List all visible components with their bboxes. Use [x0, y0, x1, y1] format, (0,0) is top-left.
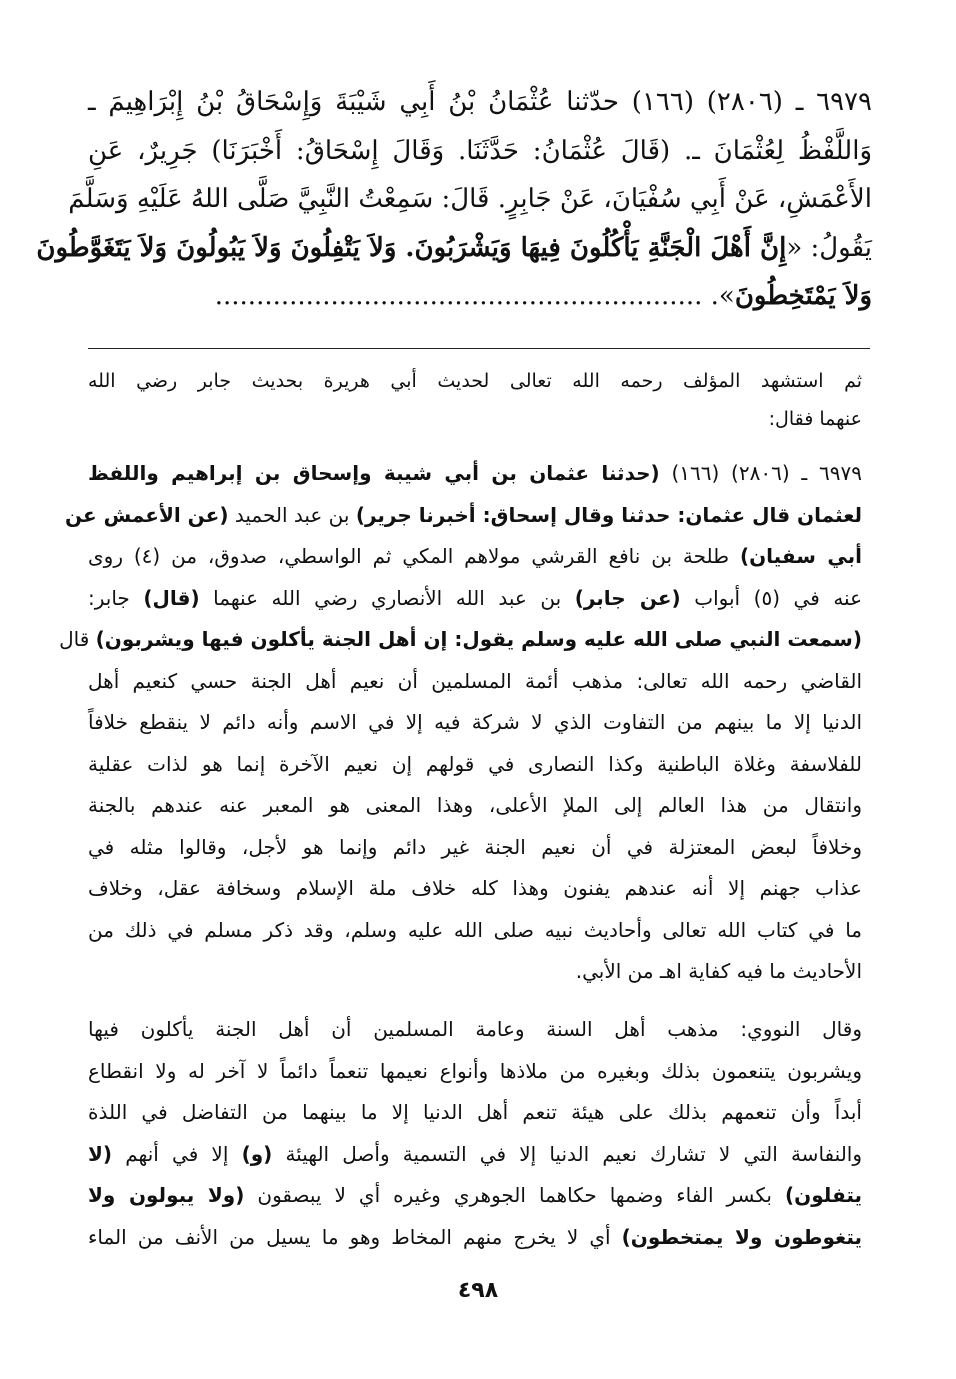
commentary-line: وانتقال من هذا العالم إلى الملإ الأعلى، وهذا المعنى هو المعبر عنه عندهم بالجنة: [88, 793, 862, 817]
commentary-line: وخلافاً لبعض المعتزلة في أن نعيم الجنة غير دائم وإنما هو لأجل، وقالوا مثله في: [88, 834, 862, 859]
footnote-divider: [88, 348, 870, 349]
intro-paragraph: [88, 362, 862, 438]
commentary-line: لعثمان قال عثمان: حدثنا وقال إسحاق: أخبرنا جرير) بن عبد الحميد (عن الأعمش عن: [65, 502, 862, 527]
commentary-line: يتغوطون ولا يمتخطون) أي لا يخرج منهم المخاط وهو ما يسيل من الأنف من الماء: [88, 1224, 862, 1249]
commentary-line: ويشربون يتنعمون بذلك وبغيره من ملاذها وأنواع نعيمها تنعماً دائماً لا آخر له ولا انقطاع: [88, 1058, 862, 1083]
intro-line: ثم استشهد المؤلف رحمه الله تعالى لحديث أبي هريرة بحديث جابر رضي الله: [88, 370, 862, 392]
commentary-line: للفلاسفة وغلاة الباطنية وكذا النصارى في قولهم إن نعيم الآخرة إنما هو لذات عقلية: [88, 751, 862, 776]
commentary-line: ٦٩٧٩ ـ (٢٨٠٦) (١٦٦) (حدثنا عثمان بن أبي شيبة وإسحاق بن إبراهيم واللفظ: [88, 461, 862, 485]
hadith-line: وَلاَ يَمْتَخِطُونَ». ...........................................................: [214, 281, 872, 311]
hadith-text: [36, 78, 872, 321]
intro-line: عنهما فقال:: [768, 408, 862, 430]
hadith-line: ٦٩٧٩ ـ (٢٨٠٦) (١٦٦) حدّثنا عُثْمَانُ بْنُ أَبِي شَيْبَةَ وَإِسْحَاقُ بْنُ إِبْرَاهِيمَ ـ: [88, 87, 872, 117]
commentary-line: عنه في (٥) أبواب (عن جابر) بن عبد الله الأنصاري رضي الله عنهما (قال) جابر:: [88, 585, 863, 610]
commentary-line: يتفلون) بكسر الفاء وضمها حكاهما الجوهري وغيره أي لا يبصقون (ولا يبولون ولا: [88, 1183, 863, 1207]
commentary-line: الدنيا إلا ما بينهم من التفاوت الذي لا شركة فيه إلا في الاسم وأنه دائم لا ينقطع خلافاً: [88, 710, 862, 734]
page-number: ٤٩٨: [457, 1278, 499, 1303]
commentary-line: ما في كتاب الله تعالى وأحاديث نبيه صلى الله عليه وسلم، وقد ذكر مسلم في ذلك من: [88, 917, 862, 942]
commentary-line: الأحاديث ما فيه كفاية اهـ من الأبي.: [575, 959, 862, 983]
commentary-line: والنفاسة التي لا تشارك نعيم الدنيا إلا في التسمية وأصل الهيئة (و) إلا في أنهم (لا: [88, 1141, 862, 1166]
hadith-line: وَاللَّفْظُ لِعُثْمَانَ ـ. (قَالَ عُثْمَانُ: حَدَّثَنَا. وَقَالَ إِسْحَاقُ: أَخْبَرَنَا) جَرِيرٌ، عَنِ: [88, 135, 872, 166]
commentary-line: وقال النووي: مذهب أهل السنة وعامة المسلمين أن أهل الجنة يأكلون فيها: [88, 1017, 862, 1041]
commentary-line: عذاب جهنم إلا أنه عندهم يفنون وهذا كله خلاف ملة الإسلام وسخافة عقل، وخلاف: [88, 876, 862, 900]
commentary-paragraph-1: [59, 453, 863, 993]
hadith-line: الأَعْمَشِ، عَنْ أَبِي سُفْيَانَ، عَنْ جَابِرٍ. قَالَ: سَمِعْتُ النَّبِيَّ صَلَّى اللهُ عَلَيْهِ وَسَلَّمَ: [68, 184, 872, 214]
hadith-line: يَقُولُ: «إِنَّ أَهْلَ الْجَنَّةِ يَأْكُلُونَ فِيهَا وَيَشْرَبُونَ. وَلاَ يَتْفِلُونَ وَلاَ يَبُولُونَ وَلاَ يَتَغَوَّطُونَ: [36, 232, 872, 263]
commentary-line: أبداً وأن تنعمهم بذلك على هيئة تنعم أهل الدنيا إلا ما بينهما من التفاضل في اللذة: [88, 1100, 862, 1124]
commentary-line: (سمعت النبي صلى الله عليه وسلم يقول: إن أهل الجنة يأكلون فيها ويشربون) قال: [59, 627, 862, 651]
commentary-line: القاضي رحمه الله تعالى: مذهب أئمة المسلمين أن نعيم أهل الجنة حسي كنعيم أهل: [88, 668, 862, 693]
commentary-line: أبي سفيان) طلحة بن نافع القرشي مولاهم المكي ثم الواسطي، صدوق، من (٤) روى: [88, 544, 862, 568]
commentary-paragraph-2: [88, 1009, 862, 1258]
